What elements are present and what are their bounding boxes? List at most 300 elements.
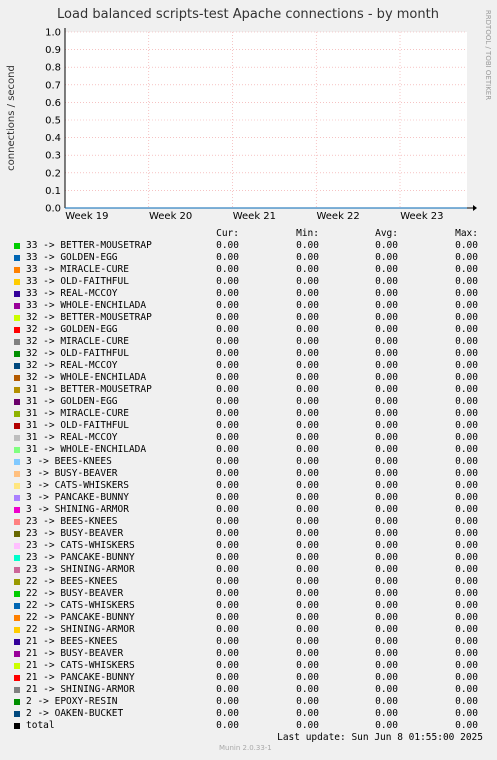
legend-max: 0.00 bbox=[455, 288, 478, 299]
y-tick-label: 0.1 bbox=[45, 185, 61, 197]
legend-cur: 0.00 bbox=[216, 240, 239, 251]
legend-row bbox=[14, 684, 486, 696]
legend-min: 0.00 bbox=[296, 528, 319, 539]
legend-avg: 0.00 bbox=[375, 288, 398, 299]
legend-min: 0.00 bbox=[296, 552, 319, 563]
legend-swatch bbox=[14, 543, 20, 549]
legend-cur: 0.00 bbox=[216, 492, 239, 503]
legend-max: 0.00 bbox=[455, 432, 478, 443]
legend-max: 0.00 bbox=[455, 312, 478, 323]
legend-series-name: 32 -> OLD-FAITHFUL bbox=[26, 348, 129, 359]
legend-row bbox=[14, 720, 486, 732]
legend-max: 0.00 bbox=[455, 612, 478, 623]
legend-avg: 0.00 bbox=[375, 480, 398, 491]
legend-max: 0.00 bbox=[455, 480, 478, 491]
legend-row bbox=[14, 672, 486, 684]
legend-cur: 0.00 bbox=[216, 624, 239, 635]
legend-row bbox=[14, 420, 486, 432]
legend-swatch bbox=[14, 255, 20, 261]
legend-row bbox=[14, 600, 486, 612]
legend-cur: 0.00 bbox=[216, 408, 239, 419]
legend-avg: 0.00 bbox=[375, 708, 398, 719]
legend-row bbox=[14, 528, 486, 540]
legend-series-name: 31 -> WHOLE-ENCHILADA bbox=[26, 444, 147, 455]
legend-max: 0.00 bbox=[455, 708, 478, 719]
legend-row bbox=[14, 576, 486, 588]
legend-cur: 0.00 bbox=[216, 528, 239, 539]
side-label: RRDTOOL / TOBI OETIKER bbox=[484, 9, 492, 101]
legend-cur: 0.00 bbox=[216, 636, 239, 647]
x-ticks bbox=[65, 211, 443, 222]
legend-avg: 0.00 bbox=[375, 552, 398, 563]
legend-avg: 0.00 bbox=[375, 336, 398, 347]
legend-avg: 0.00 bbox=[375, 720, 398, 731]
legend-min: 0.00 bbox=[296, 408, 319, 419]
legend-series-name: 21 -> BUSY-BEAVER bbox=[26, 648, 124, 659]
legend-avg: 0.00 bbox=[375, 348, 398, 359]
legend-cur: 0.00 bbox=[216, 468, 239, 479]
legend-avg: 0.00 bbox=[375, 612, 398, 623]
legend-cur: 0.00 bbox=[216, 348, 239, 359]
legend-min: 0.00 bbox=[296, 516, 319, 527]
legend-min: 0.00 bbox=[296, 576, 319, 587]
legend-series-name: 33 -> MIRACLE-CURE bbox=[26, 264, 129, 275]
y-ticks bbox=[45, 28, 61, 215]
y-tick-label: 0.8 bbox=[45, 62, 61, 74]
legend-row bbox=[14, 312, 486, 324]
legend-series-name: 3 -> BEES-KNEES bbox=[26, 456, 112, 467]
legend-avg: 0.00 bbox=[375, 252, 398, 263]
x-axis-arrow bbox=[473, 205, 477, 211]
header-avg: Avg: bbox=[375, 228, 398, 239]
legend-row bbox=[14, 552, 486, 564]
legend-series-name: 21 -> SHINING-ARMOR bbox=[26, 684, 135, 695]
y-tick-label: 0.6 bbox=[45, 97, 61, 109]
legend-series-name: 31 -> BETTER-MOUSETRAP bbox=[26, 384, 152, 395]
legend-cur: 0.00 bbox=[216, 552, 239, 563]
legend-series-name: 32 -> WHOLE-ENCHILADA bbox=[26, 372, 147, 383]
legend-max: 0.00 bbox=[455, 588, 478, 599]
legend-max: 0.00 bbox=[455, 444, 478, 455]
legend-avg: 0.00 bbox=[375, 408, 398, 419]
legend-row bbox=[14, 360, 486, 372]
legend-min: 0.00 bbox=[296, 432, 319, 443]
legend-row bbox=[14, 288, 486, 300]
legend-min: 0.00 bbox=[296, 636, 319, 647]
legend-min: 0.00 bbox=[296, 264, 319, 275]
legend-row bbox=[14, 588, 486, 600]
legend-series-name: total bbox=[26, 720, 55, 731]
legend-max: 0.00 bbox=[455, 552, 478, 563]
legend-min: 0.00 bbox=[296, 348, 319, 359]
legend-swatch bbox=[14, 519, 20, 525]
legend-row bbox=[14, 396, 486, 408]
legend-avg: 0.00 bbox=[375, 360, 398, 371]
legend-row bbox=[14, 468, 486, 480]
legend-max: 0.00 bbox=[455, 564, 478, 575]
legend-avg: 0.00 bbox=[375, 300, 398, 311]
chart-title: Load balanced scripts-test Apache connections - by month bbox=[57, 7, 439, 22]
legend-cur: 0.00 bbox=[216, 504, 239, 515]
legend-cur: 0.00 bbox=[216, 372, 239, 383]
legend-max: 0.00 bbox=[455, 660, 478, 671]
legend-min: 0.00 bbox=[296, 660, 319, 671]
legend-swatch bbox=[14, 303, 20, 309]
legend-avg: 0.00 bbox=[375, 672, 398, 683]
legend-min: 0.00 bbox=[296, 588, 319, 599]
legend-cur: 0.00 bbox=[216, 252, 239, 263]
legend-cur: 0.00 bbox=[216, 384, 239, 395]
legend-min: 0.00 bbox=[296, 384, 319, 395]
legend-row bbox=[14, 408, 486, 420]
legend-min: 0.00 bbox=[296, 720, 319, 731]
legend-swatch bbox=[14, 327, 20, 333]
legend-row bbox=[14, 480, 486, 492]
legend-cur: 0.00 bbox=[216, 288, 239, 299]
legend-row bbox=[14, 348, 486, 360]
legend-row bbox=[14, 372, 486, 384]
legend-avg: 0.00 bbox=[375, 648, 398, 659]
legend-cur: 0.00 bbox=[216, 276, 239, 287]
legend-cur: 0.00 bbox=[216, 360, 239, 371]
legend-max: 0.00 bbox=[455, 348, 478, 359]
legend-min: 0.00 bbox=[296, 480, 319, 491]
legend-header bbox=[14, 228, 486, 240]
legend-min: 0.00 bbox=[296, 708, 319, 719]
legend-max: 0.00 bbox=[455, 252, 478, 263]
header-cur: Cur: bbox=[216, 228, 239, 239]
legend-series-name: 33 -> WHOLE-ENCHILADA bbox=[26, 300, 147, 311]
legend-min: 0.00 bbox=[296, 252, 319, 263]
legend-max: 0.00 bbox=[455, 684, 478, 695]
legend-cur: 0.00 bbox=[216, 324, 239, 335]
legend-avg: 0.00 bbox=[375, 636, 398, 647]
legend-min: 0.00 bbox=[296, 324, 319, 335]
legend-row bbox=[14, 696, 486, 708]
legend-series-name: 31 -> OLD-FAITHFUL bbox=[26, 420, 129, 431]
legend-swatch bbox=[14, 423, 20, 429]
x-tick-label: Week 22 bbox=[316, 211, 360, 222]
legend-min: 0.00 bbox=[296, 672, 319, 683]
legend-series-name: 23 -> SHINING-ARMOR bbox=[26, 564, 135, 575]
legend-avg: 0.00 bbox=[375, 456, 398, 467]
legend-series-name: 32 -> MIRACLE-CURE bbox=[26, 336, 129, 347]
legend-swatch bbox=[14, 699, 20, 705]
legend-swatch bbox=[14, 615, 20, 621]
legend-swatch bbox=[14, 639, 20, 645]
legend-max: 0.00 bbox=[455, 240, 478, 251]
legend-swatch bbox=[14, 723, 20, 729]
legend-row bbox=[14, 300, 486, 312]
legend-row bbox=[14, 624, 486, 636]
legend-min: 0.00 bbox=[296, 420, 319, 431]
legend-max: 0.00 bbox=[455, 720, 478, 731]
y-axis-label: connections / second bbox=[6, 65, 17, 171]
legend-min: 0.00 bbox=[296, 240, 319, 251]
legend-swatch bbox=[14, 291, 20, 297]
legend-cur: 0.00 bbox=[216, 480, 239, 491]
legend-swatch bbox=[14, 267, 20, 273]
legend-avg: 0.00 bbox=[375, 324, 398, 335]
legend-swatch bbox=[14, 663, 20, 669]
x-tick-label: Week 23 bbox=[400, 211, 444, 222]
legend-row bbox=[14, 612, 486, 624]
legend-min: 0.00 bbox=[296, 624, 319, 635]
legend-series-name: 21 -> PANCAKE-BUNNY bbox=[26, 672, 135, 683]
legend-avg: 0.00 bbox=[375, 432, 398, 443]
legend-max: 0.00 bbox=[455, 672, 478, 683]
x-tick-label: Week 19 bbox=[65, 211, 109, 222]
legend-min: 0.00 bbox=[296, 696, 319, 707]
legend-max: 0.00 bbox=[455, 516, 478, 527]
legend-row bbox=[14, 384, 486, 396]
legend-avg: 0.00 bbox=[375, 660, 398, 671]
legend-series-name: 32 -> GOLDEN-EGG bbox=[26, 324, 118, 335]
legend-max: 0.00 bbox=[455, 456, 478, 467]
legend-min: 0.00 bbox=[296, 444, 319, 455]
legend-max: 0.00 bbox=[455, 540, 478, 551]
legend-avg: 0.00 bbox=[375, 492, 398, 503]
legend-cur: 0.00 bbox=[216, 588, 239, 599]
legend-max: 0.00 bbox=[455, 360, 478, 371]
legend-min: 0.00 bbox=[296, 612, 319, 623]
legend-cur: 0.00 bbox=[216, 540, 239, 551]
legend-avg: 0.00 bbox=[375, 372, 398, 383]
legend-series-name: 3 -> CATS-WHISKERS bbox=[26, 480, 129, 491]
legend-swatch bbox=[14, 339, 20, 345]
legend-row bbox=[14, 516, 486, 528]
legend-row bbox=[14, 504, 486, 516]
legend-max: 0.00 bbox=[455, 492, 478, 503]
legend-row bbox=[14, 264, 486, 276]
legend-series-name: 21 -> CATS-WHISKERS bbox=[26, 660, 135, 671]
legend-series-name: 3 -> PANCAKE-BUNNY bbox=[26, 492, 129, 503]
legend-max: 0.00 bbox=[455, 276, 478, 287]
legend-row bbox=[14, 240, 486, 252]
chart bbox=[0, 0, 497, 228]
legend-swatch bbox=[14, 315, 20, 321]
legend-avg: 0.00 bbox=[375, 576, 398, 587]
legend-swatch bbox=[14, 711, 20, 717]
legend-row bbox=[14, 444, 486, 456]
legend-cur: 0.00 bbox=[216, 564, 239, 575]
legend-min: 0.00 bbox=[296, 564, 319, 575]
legend-series-name: 2 -> EPOXY-RESIN bbox=[26, 696, 118, 707]
legend-avg: 0.00 bbox=[375, 444, 398, 455]
legend-max: 0.00 bbox=[455, 420, 478, 431]
x-tick-label: Week 21 bbox=[232, 211, 277, 222]
legend-cur: 0.00 bbox=[216, 516, 239, 527]
legend-max: 0.00 bbox=[455, 408, 478, 419]
legend-avg: 0.00 bbox=[375, 396, 398, 407]
legend-series-name: 23 -> BUSY-BEAVER bbox=[26, 528, 124, 539]
legend-row bbox=[14, 456, 486, 468]
legend-avg: 0.00 bbox=[375, 264, 398, 275]
legend-swatch bbox=[14, 579, 20, 585]
legend-max: 0.00 bbox=[455, 528, 478, 539]
legend-max: 0.00 bbox=[455, 624, 478, 635]
legend-max: 0.00 bbox=[455, 696, 478, 707]
legend-max: 0.00 bbox=[455, 576, 478, 587]
legend-min: 0.00 bbox=[296, 396, 319, 407]
legend-swatch bbox=[14, 279, 20, 285]
legend-row bbox=[14, 648, 486, 660]
legend-row bbox=[14, 636, 486, 648]
legend-series-name: 2 -> OAKEN-BUCKET bbox=[26, 708, 124, 719]
legend-max: 0.00 bbox=[455, 396, 478, 407]
legend-min: 0.00 bbox=[296, 288, 319, 299]
legend-row bbox=[14, 432, 486, 444]
legend-avg: 0.00 bbox=[375, 516, 398, 527]
legend-swatch bbox=[14, 483, 20, 489]
legend-min: 0.00 bbox=[296, 684, 319, 695]
legend-min: 0.00 bbox=[296, 276, 319, 287]
y-tick-label: 0.3 bbox=[45, 150, 61, 162]
legend-cur: 0.00 bbox=[216, 708, 239, 719]
legend-max: 0.00 bbox=[455, 468, 478, 479]
legend-swatch bbox=[14, 435, 20, 441]
y-tick-label: 0.7 bbox=[45, 80, 61, 92]
legend-swatch bbox=[14, 375, 20, 381]
legend-cur: 0.00 bbox=[216, 420, 239, 431]
legend-series-name: 22 -> CATS-WHISKERS bbox=[26, 600, 135, 611]
legend-row bbox=[14, 492, 486, 504]
legend-row bbox=[14, 276, 486, 288]
legend bbox=[14, 228, 486, 732]
legend-cur: 0.00 bbox=[216, 264, 239, 275]
legend-row bbox=[14, 540, 486, 552]
legend-max: 0.00 bbox=[455, 504, 478, 515]
legend-series-name: 3 -> SHINING-ARMOR bbox=[26, 504, 129, 515]
y-tick-label: 1.0 bbox=[45, 27, 61, 39]
legend-swatch bbox=[14, 399, 20, 405]
legend-cur: 0.00 bbox=[216, 312, 239, 323]
legend-avg: 0.00 bbox=[375, 468, 398, 479]
legend-min: 0.00 bbox=[296, 492, 319, 503]
legend-avg: 0.00 bbox=[375, 528, 398, 539]
legend-swatch bbox=[14, 627, 20, 633]
legend-swatch bbox=[14, 531, 20, 537]
legend-cur: 0.00 bbox=[216, 660, 239, 671]
legend-series-name: 33 -> REAL-MCCOY bbox=[26, 288, 118, 299]
legend-cur: 0.00 bbox=[216, 648, 239, 659]
munin-version: Munin 2.0.33-1 bbox=[219, 744, 272, 752]
legend-swatch bbox=[14, 603, 20, 609]
y-tick-label: 0.9 bbox=[45, 45, 61, 57]
legend-max: 0.00 bbox=[455, 300, 478, 311]
legend-max: 0.00 bbox=[455, 372, 478, 383]
legend-max: 0.00 bbox=[455, 636, 478, 647]
legend-min: 0.00 bbox=[296, 300, 319, 311]
y-tick-label: 0.4 bbox=[45, 133, 61, 145]
legend-min: 0.00 bbox=[296, 360, 319, 371]
legend-min: 0.00 bbox=[296, 312, 319, 323]
legend-series-name: 33 -> OLD-FAITHFUL bbox=[26, 276, 129, 287]
legend-series-name: 3 -> BUSY-BEAVER bbox=[26, 468, 118, 479]
legend-cur: 0.00 bbox=[216, 720, 239, 731]
legend-max: 0.00 bbox=[455, 600, 478, 611]
legend-series-name: 32 -> REAL-MCCOY bbox=[26, 360, 118, 371]
legend-avg: 0.00 bbox=[375, 696, 398, 707]
legend-max: 0.00 bbox=[455, 384, 478, 395]
legend-swatch bbox=[14, 555, 20, 561]
legend-series-name: 23 -> PANCAKE-BUNNY bbox=[26, 552, 135, 563]
legend-avg: 0.00 bbox=[375, 504, 398, 515]
legend-row bbox=[14, 252, 486, 264]
legend-avg: 0.00 bbox=[375, 276, 398, 287]
legend-row bbox=[14, 564, 486, 576]
legend-cur: 0.00 bbox=[216, 600, 239, 611]
legend-avg: 0.00 bbox=[375, 384, 398, 395]
legend-cur: 0.00 bbox=[216, 336, 239, 347]
header-min: Min: bbox=[296, 228, 319, 239]
legend-row bbox=[14, 708, 486, 720]
legend-series-name: 23 -> BEES-KNEES bbox=[26, 516, 118, 527]
legend-series-name: 21 -> BEES-KNEES bbox=[26, 636, 118, 647]
legend-series-name: 32 -> BETTER-MOUSETRAP bbox=[26, 312, 152, 323]
legend-swatch bbox=[14, 687, 20, 693]
legend-min: 0.00 bbox=[296, 540, 319, 551]
legend-cur: 0.00 bbox=[216, 300, 239, 311]
legend-swatch bbox=[14, 675, 20, 681]
legend-series-name: 23 -> CATS-WHISKERS bbox=[26, 540, 135, 551]
legend-series-name: 33 -> GOLDEN-EGG bbox=[26, 252, 118, 263]
legend-series-name: 31 -> REAL-MCCOY bbox=[26, 432, 118, 443]
legend-avg: 0.00 bbox=[375, 312, 398, 323]
legend-min: 0.00 bbox=[296, 504, 319, 515]
legend-avg: 0.00 bbox=[375, 684, 398, 695]
legend-cur: 0.00 bbox=[216, 396, 239, 407]
legend-swatch bbox=[14, 351, 20, 357]
legend-min: 0.00 bbox=[296, 648, 319, 659]
legend-swatch bbox=[14, 591, 20, 597]
legend-row bbox=[14, 336, 486, 348]
legend-min: 0.00 bbox=[296, 372, 319, 383]
legend-swatch bbox=[14, 651, 20, 657]
legend-min: 0.00 bbox=[296, 336, 319, 347]
legend-min: 0.00 bbox=[296, 468, 319, 479]
legend-swatch bbox=[14, 243, 20, 249]
legend-max: 0.00 bbox=[455, 648, 478, 659]
legend-cur: 0.00 bbox=[216, 684, 239, 695]
legend-rows bbox=[14, 240, 486, 732]
legend-row bbox=[14, 324, 486, 336]
header-max: Max: bbox=[455, 228, 478, 239]
legend-cur: 0.00 bbox=[216, 612, 239, 623]
legend-swatch bbox=[14, 447, 20, 453]
legend-series-name: 22 -> SHINING-ARMOR bbox=[26, 624, 135, 635]
y-tick-label: 0.5 bbox=[45, 115, 61, 127]
legend-swatch bbox=[14, 459, 20, 465]
legend-series-name: 33 -> BETTER-MOUSETRAP bbox=[26, 240, 152, 251]
legend-series-name: 31 -> GOLDEN-EGG bbox=[26, 396, 118, 407]
legend-swatch bbox=[14, 387, 20, 393]
legend-min: 0.00 bbox=[296, 600, 319, 611]
legend-max: 0.00 bbox=[455, 264, 478, 275]
legend-series-name: 22 -> BEES-KNEES bbox=[26, 576, 118, 587]
legend-avg: 0.00 bbox=[375, 600, 398, 611]
legend-max: 0.00 bbox=[455, 324, 478, 335]
legend-swatch bbox=[14, 507, 20, 513]
legend-avg: 0.00 bbox=[375, 420, 398, 431]
legend-swatch bbox=[14, 363, 20, 369]
legend-cur: 0.00 bbox=[216, 672, 239, 683]
legend-swatch bbox=[14, 411, 20, 417]
legend-series-name: 31 -> MIRACLE-CURE bbox=[26, 408, 129, 419]
legend-avg: 0.00 bbox=[375, 240, 398, 251]
legend-max: 0.00 bbox=[455, 336, 478, 347]
legend-swatch bbox=[14, 471, 20, 477]
